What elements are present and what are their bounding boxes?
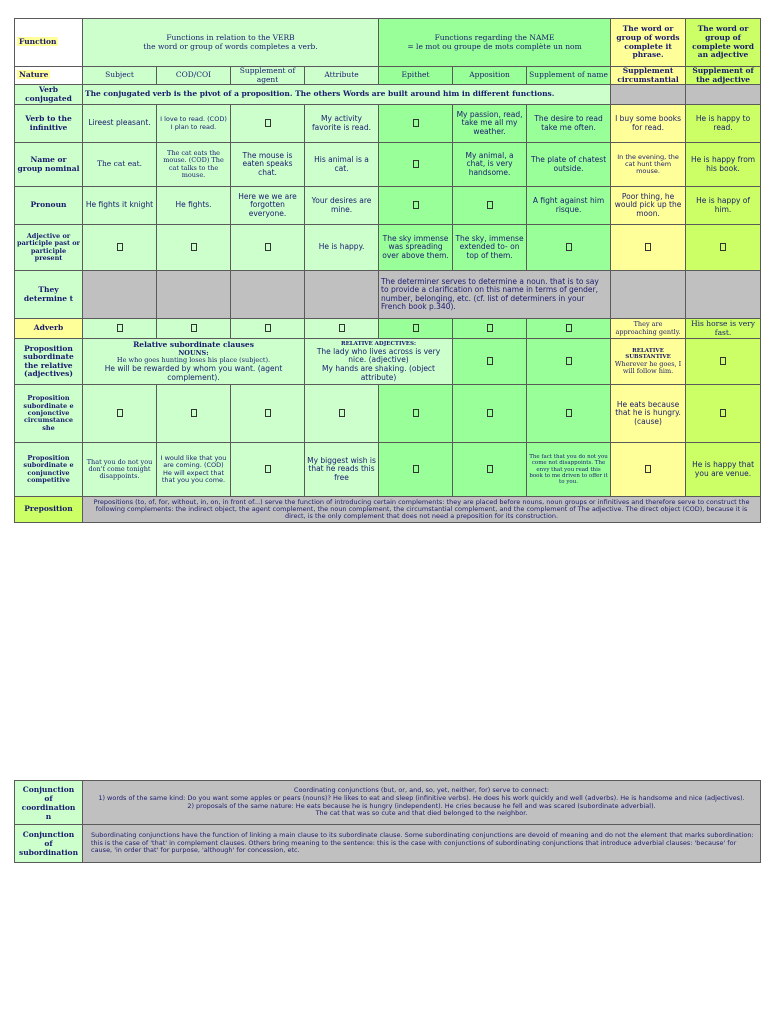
noun-adjective-complement: He is happy from his book.	[686, 143, 761, 187]
empty-cell	[231, 225, 305, 271]
relative-adjective-title: RELATIVE ADJECTIVES:	[341, 341, 416, 348]
relative-adjective-example-1: The lady who lives across is very nice. (adjective)	[316, 346, 441, 365]
function-label-cell	[15, 19, 83, 67]
pronoun-attribute: Your desires are mine.	[305, 187, 379, 225]
empty-box-icon	[413, 119, 419, 127]
participle-apposition: The sky, immense extended to- on top of them.	[453, 225, 527, 271]
empty-cell	[157, 271, 231, 319]
empty-box-icon	[265, 324, 271, 332]
empty-cell	[611, 271, 686, 319]
empty-box-icon	[720, 409, 726, 417]
empty-cell	[453, 187, 527, 225]
row-label-conjunctive: Proposition subordinate e conjonctive circumstance she	[15, 385, 83, 443]
col-noun-complement: Supplement of name	[527, 67, 611, 85]
row-label-completive: Proposition subordinate e conjunctive competitive	[15, 443, 83, 497]
empty-box-icon	[191, 243, 197, 251]
noun-subject: The cat eat.	[83, 143, 157, 187]
empty-box-icon	[566, 324, 572, 332]
infinitive-noun-complement: The desire to read take me often.	[527, 105, 611, 143]
verb-functions-header	[83, 19, 379, 67]
empty-cell	[527, 339, 611, 385]
empty-cell	[305, 271, 379, 319]
nature-label-cell	[15, 67, 83, 85]
infinitive-attribute: My activity favorite is read.	[305, 105, 379, 143]
empty-cell	[231, 443, 305, 497]
empty-box-icon	[265, 119, 271, 127]
empty-box-icon	[265, 409, 271, 417]
col-circumstantial: Supplement circumstantial	[611, 67, 686, 85]
col-cod-coi: COD/COI	[157, 67, 231, 85]
empty-cell	[231, 319, 305, 339]
empty-box-icon	[339, 324, 345, 332]
col-epithet: Epithet	[379, 67, 453, 85]
name-functions-title: Functions regarding the NAME	[434, 32, 555, 42]
noun-noun-complement: The plate of chatest outside.	[527, 143, 611, 187]
empty-box-icon	[720, 357, 726, 365]
infinitive-subject: Lireest pleasant.	[83, 105, 157, 143]
row-label-determiner: They determine t	[15, 271, 83, 319]
relative-circ-example: Wherever he goes, I will follow him.	[614, 359, 682, 376]
col-attribute: Attribute	[305, 67, 379, 85]
col-apposition: Apposition	[453, 67, 527, 85]
empty-cell	[231, 105, 305, 143]
col-subject: Subject	[83, 67, 157, 85]
preposition-description: Prepositions (to, of, for, without, in, on, in front of...) serve the function of introducing certain complements: they are placed before nouns, noun groups or infinitives and therefore serve to construct the following complements: the indirect object, the agent complement, the noun complement, the circumstantial complement, and the complement of The adjective. The direct object (COD), because it is direct, is the only complement that does not need a preposition for its construction.	[83, 497, 761, 523]
name-functions-subtitle: = le mot ou groupe de mots complète un nom	[407, 41, 582, 51]
grammar-functions-table	[14, 18, 761, 523]
pronoun-cod: He fights.	[157, 187, 231, 225]
empty-box-icon	[191, 324, 197, 332]
subordination-description: Subordinating conjunctions have the function of linking a main clause to its subordinate clause. Some subordinating conjunctions are devoid of meaning and do not the element that marks subordination: this is the case of 'that' in complement clauses. Others bring meaning to the sentence: this is the case with conjunctions of subordinating conjunctions that introduce adverbial clauses: 'because' for cause, 'in order that' for purpose, 'although' for concession, etc.	[83, 825, 761, 863]
noun-cod: The cat eats the mouse. (COD) The cat talks to the mouse.	[157, 143, 231, 187]
empty-cell	[157, 385, 231, 443]
empty-cell	[305, 385, 379, 443]
empty-box-icon	[720, 243, 726, 251]
relative-adjective-clauses	[305, 339, 453, 385]
coordination-description	[83, 781, 761, 825]
empty-cell	[527, 319, 611, 339]
empty-cell	[686, 339, 761, 385]
empty-cell	[611, 85, 686, 105]
nature-label: Nature	[19, 70, 49, 80]
row-label-coordination: Conjunction of coordination n	[15, 781, 83, 825]
verb-functions-title: Functions in relation to the VERB	[166, 32, 295, 42]
empty-box-icon	[413, 465, 419, 473]
completive-noun-complement: The fact that you do not you come not disappoints. The envy that you read this book to me driven to offer it to you.	[527, 443, 611, 497]
function-label: Function	[19, 37, 57, 47]
empty-cell	[453, 319, 527, 339]
adverb-adjective-complement: His horse is very fast.	[686, 319, 761, 339]
row-label-noun: Name or group nominal	[15, 143, 83, 187]
determiner-description: The determiner serves to determine a noun. that is to say to provide a clarification on this name in terms of gender, number, belonging, etc. (cf. list of determiners in your French book p.340).	[379, 271, 611, 319]
empty-box-icon	[566, 357, 572, 365]
verb-functions-subtitle: the word or group of words completes a verb.	[143, 41, 318, 51]
empty-box-icon	[487, 409, 493, 417]
relative-circ-title: RELATIVE SUBSTANTIVE	[625, 347, 671, 361]
pronoun-circumstantial: Poor thing, he would pick up the moon.	[611, 187, 686, 225]
empty-box-icon	[265, 243, 271, 251]
empty-cell	[379, 187, 453, 225]
empty-box-icon	[566, 409, 572, 417]
relative-adjective-example-2: My hands are shaking. (object attribute)	[322, 363, 435, 382]
row-label-pronoun: Pronoun	[15, 187, 83, 225]
adverb-circumstantial: They are approaching gently.	[611, 319, 686, 339]
empty-box-icon	[339, 409, 345, 417]
noun-circumstantial: In the evening, the cat hunt them mouse.	[611, 143, 686, 187]
empty-cell	[231, 271, 305, 319]
col-adjective-complement: Supplement of the adjective	[686, 67, 761, 85]
row-label-participle: Adjective or participle past or participle present	[15, 225, 83, 271]
row-label-subordination: Conjunction of subordination	[15, 825, 83, 863]
coordination-line-3: 2) proposals of the same nature: He eats because he is hungry (independent). He cries because he fell and was scared (subordinate adverbial).	[187, 801, 656, 810]
empty-cell	[686, 85, 761, 105]
empty-box-icon	[117, 324, 123, 332]
pronoun-agent: Here we we are forgotten everyone.	[231, 187, 305, 225]
empty-cell	[611, 225, 686, 271]
noun-apposition: My animal, a chat, is very handsome.	[453, 143, 527, 187]
empty-box-icon	[413, 409, 419, 417]
empty-box-icon	[645, 465, 651, 473]
empty-cell	[83, 385, 157, 443]
empty-box-icon	[487, 324, 493, 332]
empty-cell	[83, 319, 157, 339]
col-agent: Supplement of agent	[231, 67, 305, 85]
empty-cell	[231, 385, 305, 443]
relative-circumstantial	[611, 339, 686, 385]
empty-box-icon	[117, 243, 123, 251]
relative-noun-title: Relative subordinate clauses	[133, 340, 254, 350]
empty-box-icon	[265, 465, 271, 473]
completive-cod: I would like that you are coming. (COD) He will expect that that you you come.	[157, 443, 231, 497]
empty-cell	[686, 271, 761, 319]
conjunctions-table	[14, 780, 761, 863]
empty-box-icon	[191, 409, 197, 417]
row-label-infinitive: Verb to the infinitive	[15, 105, 83, 143]
coordination-line-2: 1) words of the same kind: Do you want some apples or pears (nouns)? He likes to eat and sleep (infinitive verbs). He does his work quickly and well (adverbs). He is handsome and nice (adjectives).	[98, 793, 745, 802]
empty-box-icon	[566, 243, 572, 251]
empty-cell	[379, 105, 453, 143]
empty-cell	[379, 385, 453, 443]
row-label-verb: Verb conjugated	[15, 85, 83, 105]
completive-attribute: My biggest wish is that he reads this free	[305, 443, 379, 497]
name-functions-header	[379, 19, 611, 67]
empty-cell	[686, 225, 761, 271]
phrase-functions-header: The word or group of words complete it phrase.	[611, 19, 686, 67]
empty-cell	[305, 319, 379, 339]
completive-adjective-complement: He is happy that you are venue.	[686, 443, 761, 497]
empty-box-icon	[487, 465, 493, 473]
infinitive-adjective-complement: He is happy to read.	[686, 105, 761, 143]
relative-noun-subtitle: NOUNS:	[178, 348, 209, 357]
adjective-functions-header: The word or group of complete word an adjective	[686, 19, 761, 67]
empty-cell	[379, 319, 453, 339]
pronoun-subject: He fights it knight	[83, 187, 157, 225]
empty-cell	[527, 225, 611, 271]
empty-cell	[686, 385, 761, 443]
infinitive-cod: I love to read. (COD) I plan to read.	[157, 105, 231, 143]
conjunctive-circumstantial: He eats because that he is hungry. (cause)	[611, 385, 686, 443]
empty-box-icon	[487, 357, 493, 365]
coordination-line-4: The cat that was so cute and that died belonged to the neighbor.	[315, 809, 528, 818]
participle-attribute: He is happy.	[305, 225, 379, 271]
empty-box-icon	[413, 201, 419, 209]
relative-noun-clauses	[83, 339, 305, 385]
empty-cell	[453, 385, 527, 443]
participle-epithet: The sky immense was spreading over above them.	[379, 225, 453, 271]
infinitive-circumstantial: I buy some books for read.	[611, 105, 686, 143]
empty-cell	[83, 271, 157, 319]
empty-box-icon	[487, 201, 493, 209]
verb-description: The conjugated verb is the pivot of a proposition. The others Words are built around him in different functions.	[83, 85, 611, 105]
pronoun-adjective-complement: He is happy of him.	[686, 187, 761, 225]
noun-attribute: His animal is a cat.	[305, 143, 379, 187]
empty-cell	[379, 143, 453, 187]
infinitive-apposition: My passion, read, take me all my weather.	[453, 105, 527, 143]
relative-noun-example-2: He will be rewarded by whom you want. (agent complement).	[104, 363, 283, 382]
coordination-line-1: Coordinating conjunctions (but, or, and, so, yet, neither, for) serve to connect:	[293, 785, 550, 794]
relative-noun-example-1: He who goes hunting loses his place (subject).	[116, 356, 271, 365]
empty-cell	[453, 443, 527, 497]
noun-agent: The mouse is eaten speaks chat.	[231, 143, 305, 187]
empty-box-icon	[413, 324, 419, 332]
empty-cell	[611, 443, 686, 497]
empty-box-icon	[117, 409, 123, 417]
empty-cell	[453, 339, 527, 385]
pronoun-noun-complement: A fight against him risque.	[527, 187, 611, 225]
empty-box-icon	[645, 243, 651, 251]
empty-cell	[83, 225, 157, 271]
empty-cell	[527, 385, 611, 443]
empty-cell	[379, 443, 453, 497]
row-label-preposition: Preposition	[15, 497, 83, 523]
completive-subject: That you do not you don't come tonight disappoints.	[83, 443, 157, 497]
empty-cell	[157, 319, 231, 339]
empty-cell	[157, 225, 231, 271]
row-label-relative: Proposition subordinate the relative (adjectives)	[15, 339, 83, 385]
empty-box-icon	[413, 160, 419, 168]
row-label-adverb: Adverb	[15, 319, 83, 339]
